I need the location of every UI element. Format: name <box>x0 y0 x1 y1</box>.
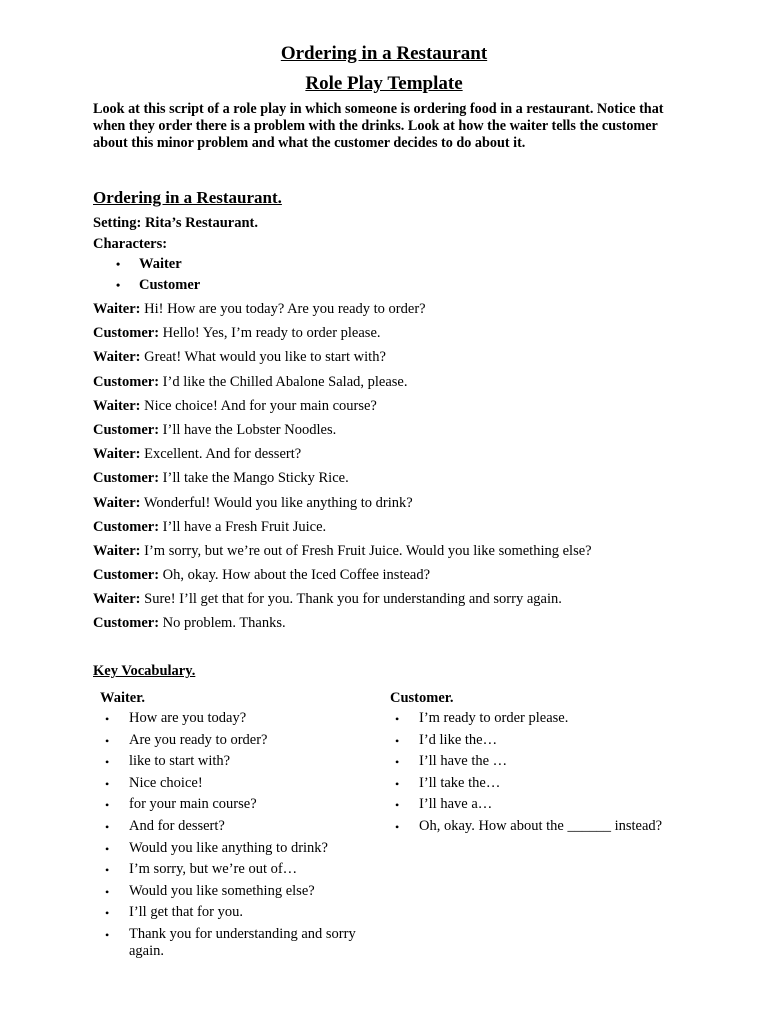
bullet-icon: • <box>116 278 121 292</box>
speaker-label: Waiter: <box>93 397 141 414</box>
bullet-icon: • <box>105 733 110 748</box>
vocab-text: Thank you for understanding and sorry again. <box>129 925 356 959</box>
dialogue-text: No problem. Thanks. <box>159 615 286 632</box>
speaker-label: Waiter: <box>93 446 141 463</box>
dialogue-text: Great! What would you like to start with? <box>140 349 386 366</box>
dialogue-line <box>93 373 703 397</box>
bullet-icon: • <box>395 776 400 791</box>
vocab-item <box>100 775 380 797</box>
dialogue-line <box>93 445 703 469</box>
dialogue-text: I’ll take the Mango Sticky Rice. <box>159 470 349 487</box>
bullet-icon: • <box>395 755 400 770</box>
speaker-label: Customer: <box>93 567 160 584</box>
vocab-text: I’ll get that for you. <box>129 904 243 921</box>
dialogue-line <box>93 397 703 421</box>
bullet-icon: • <box>105 819 110 834</box>
speaker-label: Waiter: <box>93 349 141 366</box>
dialogue-line <box>93 542 703 566</box>
dialogue-script <box>93 300 703 639</box>
vocab-item <box>100 753 380 775</box>
dialogue-text: I’ll have a Fresh Fruit Juice. <box>159 518 327 535</box>
setting-line: Setting: Rita’s Restaurant. <box>93 215 258 231</box>
bullet-icon: • <box>105 755 110 770</box>
waiter-vocab-list <box>100 710 380 960</box>
speaker-label: Waiter: <box>93 494 141 511</box>
character-name: Customer <box>139 277 201 293</box>
characters-list <box>93 255 200 297</box>
vocab-text: I’m sorry, but we’re out of… <box>129 861 298 878</box>
vocab-text: Would you like something else? <box>129 882 315 899</box>
dialogue-line <box>93 566 703 590</box>
key-vocabulary-heading: Key Vocabulary. <box>93 663 196 679</box>
speaker-label: Waiter: <box>93 542 141 559</box>
dialogue-line <box>93 348 703 372</box>
bullet-icon: • <box>105 712 110 726</box>
vocab-text: I’ll have a… <box>419 796 493 813</box>
bullet-icon: • <box>105 798 110 813</box>
customer-vocab-list <box>390 710 710 840</box>
dialogue-line <box>93 590 703 614</box>
bullet-icon: • <box>395 819 400 834</box>
bullet-icon: • <box>105 841 110 856</box>
bullet-icon: • <box>105 863 110 878</box>
dialogue-text: Excellent. And for dessert? <box>140 446 302 463</box>
speaker-label: Waiter: <box>93 301 141 317</box>
vocab-text: How are you today? <box>129 710 247 726</box>
vocab-text: I’d like the… <box>419 731 498 748</box>
vocab-text: I’m ready to order please. <box>419 710 569 726</box>
dialogue-line <box>93 421 703 445</box>
dialogue-text: Nice choice! And for your main course? <box>140 397 377 414</box>
bullet-icon: • <box>105 884 110 899</box>
dialogue-text: I’ll have the Lobster Noodles. <box>159 421 337 438</box>
dialogue-text: Oh, okay. How about the Iced Coffee instead? <box>159 567 431 584</box>
dialogue-text: Wonderful! Would you like anything to drink? <box>140 494 413 511</box>
script-heading: Ordering in a Restaurant. <box>93 188 282 207</box>
bullet-icon: • <box>395 733 400 748</box>
dialogue-text: I’m sorry, but we’re out of Fresh Fruit Juice. Would you like something else? <box>140 542 592 559</box>
vocab-item <box>100 926 380 960</box>
vocab-item <box>100 818 380 840</box>
dialogue-text: Hi! How are you today? Are you ready to order? <box>140 301 426 317</box>
bullet-icon: • <box>105 906 110 921</box>
vocab-item <box>100 796 380 818</box>
dialogue-line <box>93 324 703 348</box>
document-subtitle: Role Play Template <box>305 73 463 94</box>
bullet-icon: • <box>105 927 110 942</box>
dialogue-line <box>93 469 703 493</box>
character-name: Waiter <box>139 256 182 272</box>
vocab-text: Nice choice! <box>129 774 203 791</box>
speaker-label: Waiter: <box>93 591 141 608</box>
vocab-text: Would you like anything to drink? <box>129 839 328 856</box>
vocab-text: like to start with? <box>129 753 231 770</box>
document-title: Ordering in a Restaurant <box>280 43 488 64</box>
dialogue-line <box>93 300 703 324</box>
speaker-label: Customer: <box>93 373 160 390</box>
intro-paragraph: Look at this script of a role play in which someone is ordering food in a restaurant. Notice that when they order there is a problem with the drinks. Look at how the waiter tells the customer about this minor problem and what the customer decides to do about it. <box>93 101 664 151</box>
vocab-text: And for dessert? <box>129 817 225 834</box>
vocab-text: Oh, okay. How about the ______ instead? <box>419 817 663 834</box>
vocab-item <box>390 710 710 732</box>
dialogue-text: Sure! I’ll get that for you. Thank you for understanding and sorry again. <box>140 591 562 608</box>
vocab-text: I’ll take the… <box>419 774 501 791</box>
vocab-text: Are you ready to order? <box>129 731 268 748</box>
vocab-item <box>100 732 380 754</box>
bullet-icon: • <box>395 712 400 726</box>
vocab-item <box>390 775 710 797</box>
dialogue-line <box>93 494 703 518</box>
speaker-label: Customer: <box>93 615 160 632</box>
character-item <box>93 276 200 297</box>
speaker-label: Customer: <box>93 518 160 535</box>
speaker-label: Customer: <box>93 421 160 438</box>
bullet-icon: • <box>105 776 110 791</box>
vocab-item <box>100 710 380 732</box>
speaker-label: Customer: <box>93 470 160 487</box>
vocab-item <box>390 753 710 775</box>
speaker-label: Customer: <box>93 325 160 342</box>
characters-label: Characters: <box>93 236 168 252</box>
vocab-text: for your main course? <box>129 796 257 813</box>
dialogue-line <box>93 518 703 542</box>
bullet-icon: • <box>116 257 121 271</box>
vocab-item <box>100 861 380 883</box>
vocab-text: I’ll have the … <box>419 753 508 770</box>
vocab-item <box>390 796 710 818</box>
dialogue-text: Hello! Yes, I’m ready to order please. <box>159 325 381 342</box>
dialogue-text: I’d like the Chilled Abalone Salad, please. <box>159 373 408 390</box>
vocab-item <box>390 732 710 754</box>
vocab-item <box>390 818 710 840</box>
character-item <box>93 255 200 276</box>
bullet-icon: • <box>395 798 400 813</box>
vocab-item <box>100 904 380 926</box>
dialogue-line <box>93 614 703 638</box>
vocab-item <box>100 883 380 905</box>
customer-vocab-heading: Customer. <box>390 690 454 706</box>
waiter-vocab-heading: Waiter. <box>100 690 145 706</box>
vocab-item <box>100 840 380 862</box>
